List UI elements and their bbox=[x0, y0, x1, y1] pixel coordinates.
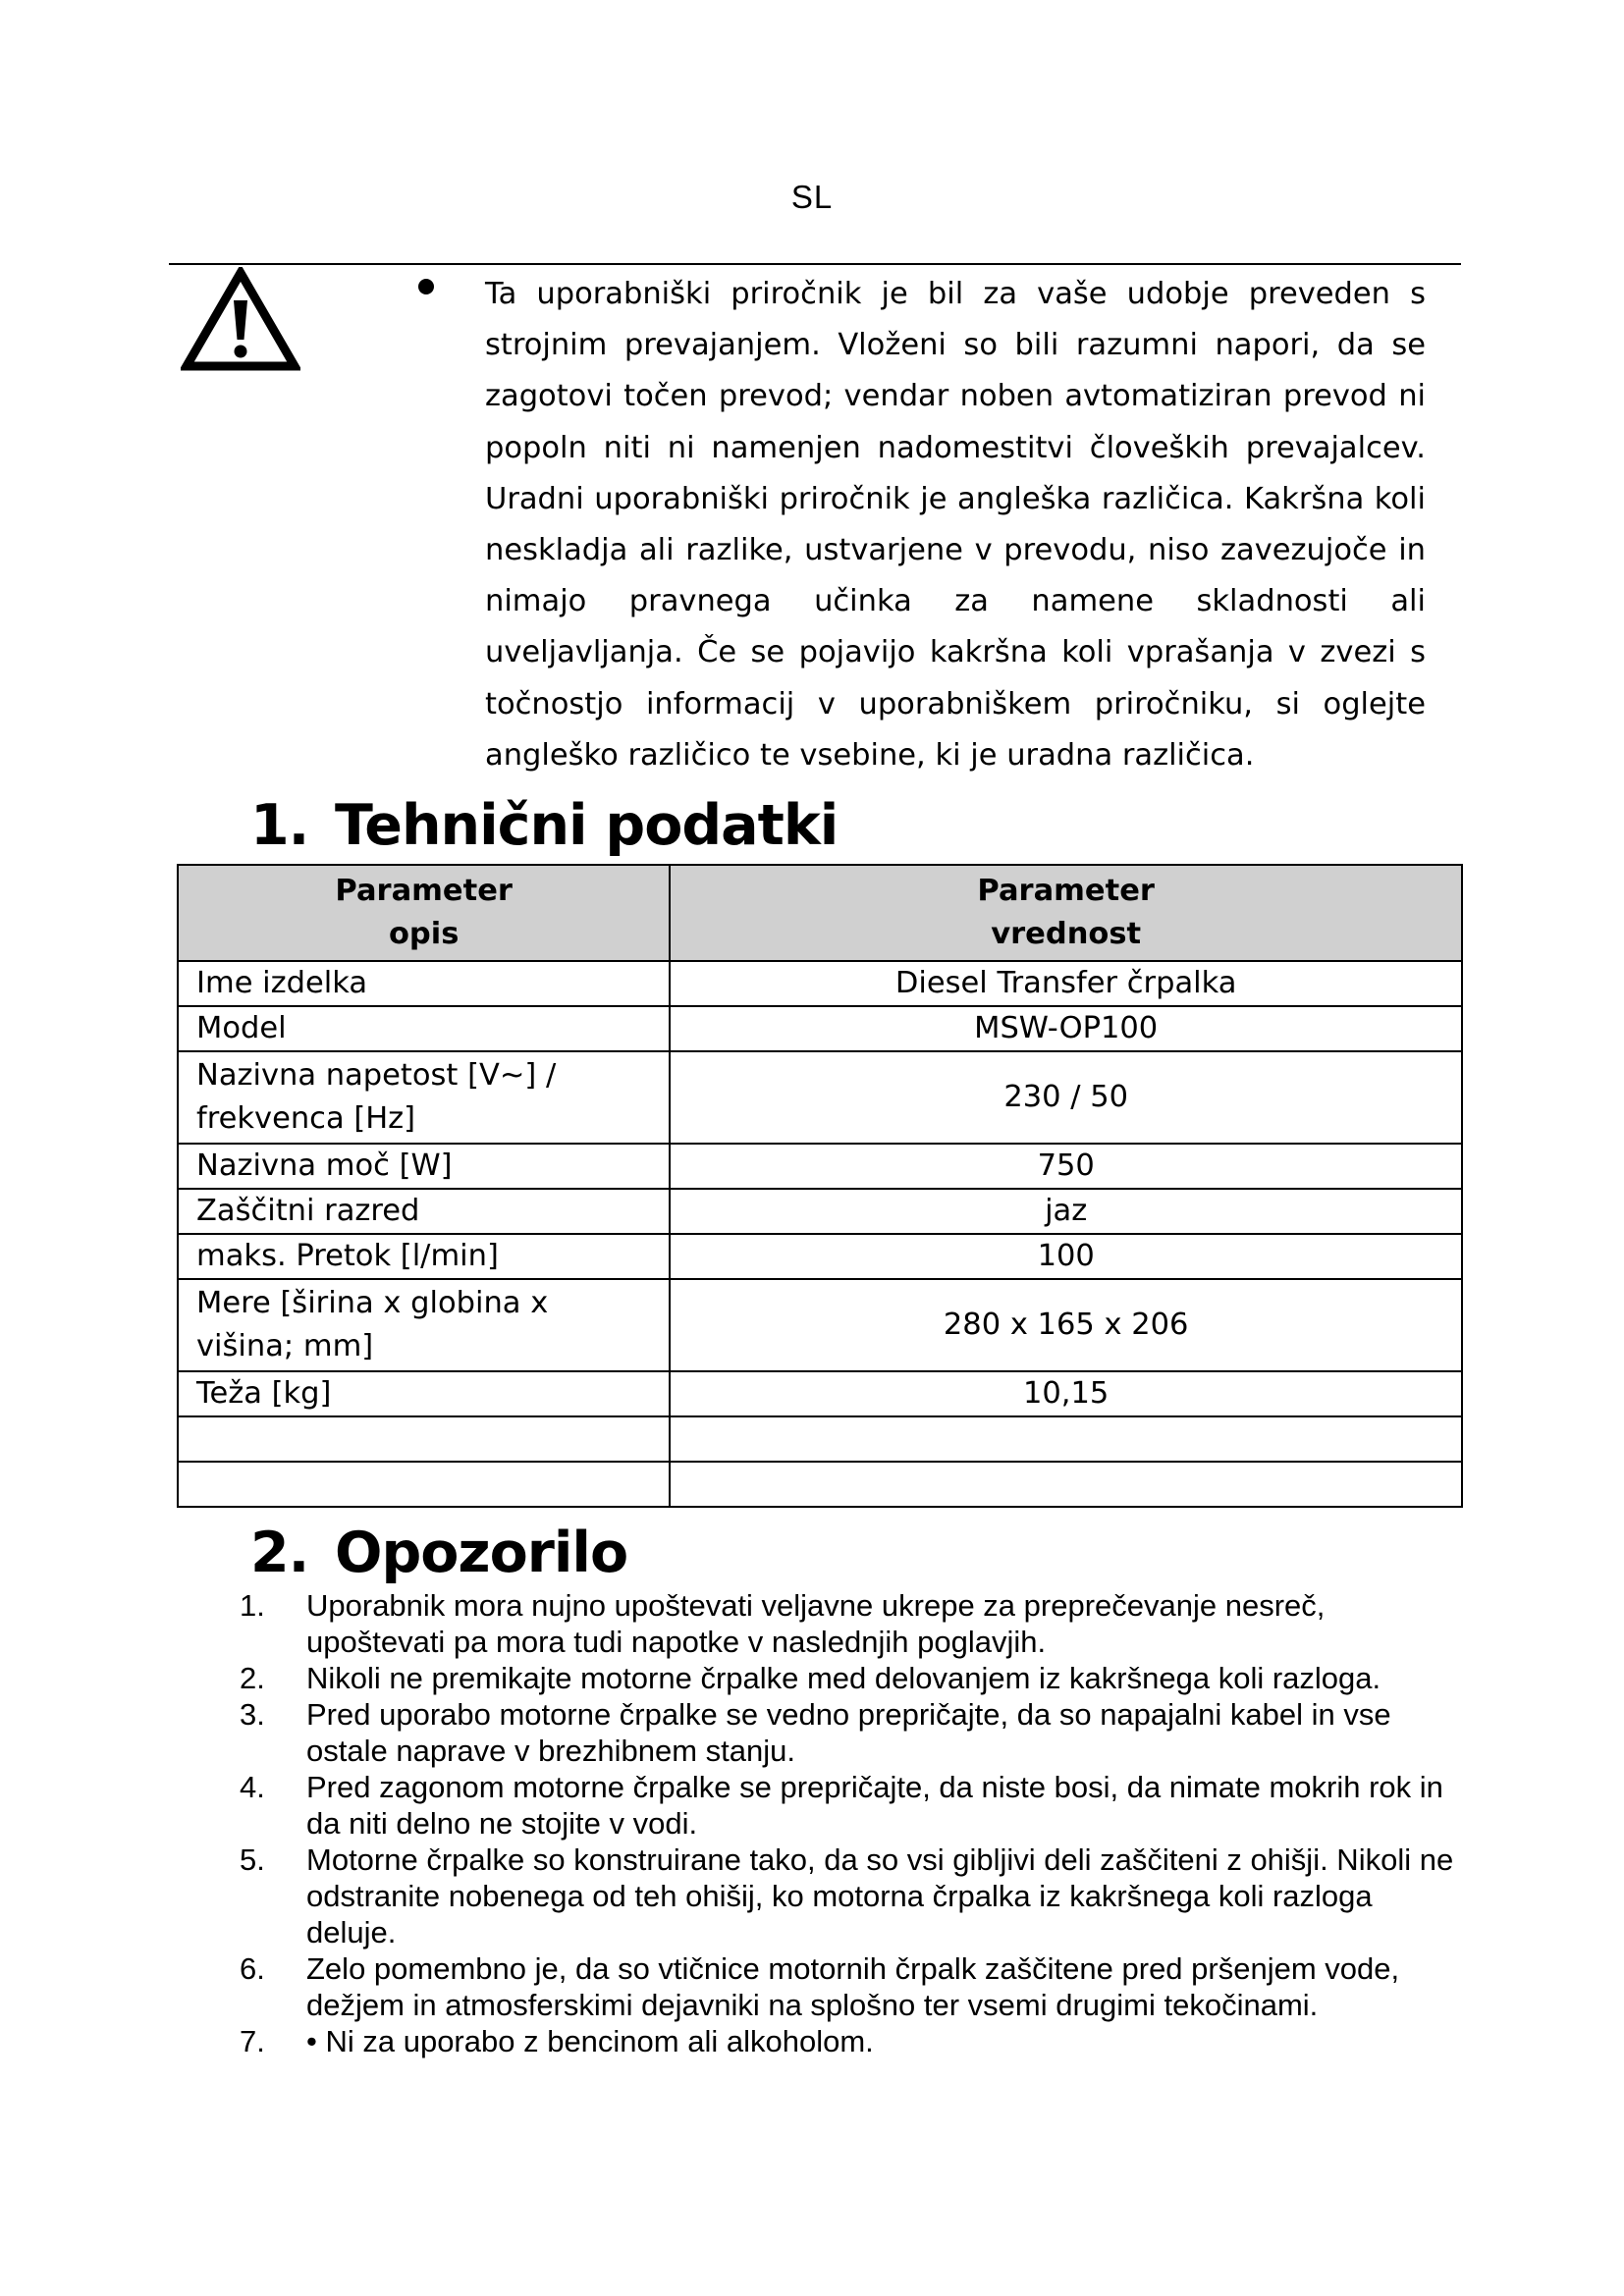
row-value: jaz bbox=[670, 1189, 1462, 1234]
list-item bbox=[228, 1950, 1455, 2023]
list-item bbox=[228, 1769, 1455, 1842]
item-text: Zelo pomembno je, da so vtičnice motornih črpalk zaščitene pred pršenjem vode, dežjem in atmosferskimi dejavniki na splošno ter vsemi drugimi tekočinami. bbox=[306, 1951, 1400, 2022]
language-code: SL bbox=[790, 179, 834, 215]
table-row bbox=[178, 1144, 1462, 1189]
header-divider bbox=[169, 263, 1461, 265]
table-header-row bbox=[178, 865, 1462, 961]
row-value: 100 bbox=[670, 1234, 1462, 1279]
section-number: 1. bbox=[250, 793, 309, 858]
table-row bbox=[178, 1006, 1462, 1051]
row-value: 750 bbox=[670, 1144, 1462, 1189]
header-line: Parameter bbox=[977, 874, 1155, 908]
table-row-empty bbox=[178, 1462, 1462, 1507]
list-item bbox=[228, 1660, 1455, 1696]
row-label: Model bbox=[178, 1006, 670, 1051]
list-item bbox=[228, 1587, 1455, 1660]
section-title: Opozorilo bbox=[335, 1521, 628, 1585]
header-line: opis bbox=[388, 917, 460, 951]
item-text: Pred zagonom motorne črpalke se prepričajte, da niste bosi, da nimate mokrih rok in da niti delno ne stojite v vodi. bbox=[306, 1770, 1443, 1841]
column-header-value bbox=[670, 865, 1462, 961]
row-label: Zaščitni razred bbox=[178, 1189, 670, 1234]
table-row bbox=[178, 1051, 1462, 1144]
table-row bbox=[178, 1279, 1462, 1371]
table-row-empty bbox=[178, 1416, 1462, 1462]
notice-bullet bbox=[418, 279, 434, 294]
row-label: Nazivna moč [W] bbox=[178, 1144, 670, 1189]
item-text: • Ni za uporabo z bencinom ali alkoholom. bbox=[306, 2024, 874, 2058]
row-label: Nazivna napetost [V~] / frekvenca [Hz] bbox=[178, 1051, 670, 1144]
header-line: Parameter bbox=[335, 874, 513, 908]
row-value: 10,15 bbox=[670, 1371, 1462, 1416]
item-number: 2. bbox=[240, 1661, 265, 1695]
row-value: 280 x 165 x 206 bbox=[670, 1279, 1462, 1371]
item-number: 1. bbox=[240, 1588, 265, 1623]
item-number: 6. bbox=[240, 1951, 265, 1986]
empty-cell bbox=[178, 1462, 670, 1507]
specifications-table bbox=[177, 864, 1463, 1508]
table-row bbox=[178, 1234, 1462, 1279]
list-item bbox=[228, 2023, 1455, 2059]
empty-cell bbox=[670, 1462, 1462, 1507]
section-heading-warning bbox=[250, 1519, 627, 1587]
item-text: Uporabnik mora nujno upoštevati veljavne ukrepe za preprečevanje nesreč, upoštevati pa mora tudi napotke v naslednjih poglavjih. bbox=[306, 1588, 1326, 1659]
row-label: Teža [kg] bbox=[178, 1371, 670, 1416]
list-item bbox=[228, 1696, 1455, 1769]
translation-notice: Ta uporabniški priročnik je bil za vaše udobje preveden s strojnim prevajanjem. Vloženi so bili razumni napori, da se zagotovi točen prevod; vendar noben avtomatiziran prevod ni popoln niti ni namenjen nadomestitvi človeških prevajalcev. Uradni uporabniški priročnik je angleška različica. Kakršna koli neskladja ali razlike, ustvarjene v prevodu, niso zavezujoče in nimajo pravnega učinka za namene skladnosti ali uveljavljanja. Če se pojavijo kakršna koli vprašanja v zvezi s točnostjo informacij v uporabniškem priročniku, si oglejte angleško različico te vsebine, ki je uradna različica. bbox=[485, 277, 1426, 773]
empty-cell bbox=[670, 1416, 1462, 1462]
empty-cell bbox=[178, 1416, 670, 1462]
item-number: 5. bbox=[240, 1842, 265, 1877]
item-number: 4. bbox=[240, 1770, 265, 1804]
row-label: maks. Pretok [l/min] bbox=[178, 1234, 670, 1279]
section-heading-specs bbox=[250, 791, 838, 860]
row-value: 230 / 50 bbox=[670, 1051, 1462, 1144]
item-number: 3. bbox=[240, 1697, 265, 1732]
section-title: Tehnični podatki bbox=[335, 793, 839, 858]
row-value: MSW-OP100 bbox=[670, 1006, 1462, 1051]
column-header-description bbox=[178, 865, 670, 961]
row-label: Mere [širina x globina x višina; mm] bbox=[178, 1279, 670, 1371]
list-item bbox=[228, 1842, 1455, 1950]
row-label: Ime izdelka bbox=[178, 961, 670, 1006]
item-text: Pred uporabo motorne črpalke se vedno prepričajte, da so napajalni kabel in vse ostale naprave v brezhibnem stanju. bbox=[306, 1697, 1391, 1768]
table-row bbox=[178, 1371, 1462, 1416]
section-number: 2. bbox=[250, 1521, 309, 1585]
header-line: vrednost bbox=[991, 917, 1142, 951]
item-text: Motorne črpalke so konstruirane tako, da so vsi gibljivi deli zaščiteni z ohišji. Nikoli ne odstranite nobenega od teh ohišij, ko motorna črpalka iz kakršnega koli razloga deluje. bbox=[306, 1842, 1454, 1949]
row-value: Diesel Transfer črpalka bbox=[670, 961, 1462, 1006]
warning-list bbox=[228, 1587, 1455, 2059]
table-row bbox=[178, 1189, 1462, 1234]
item-number: 7. bbox=[240, 2024, 265, 2058]
warning-triangle-icon bbox=[181, 267, 300, 373]
table-row bbox=[178, 961, 1462, 1006]
item-text: Nikoli ne premikajte motorne črpalke med delovanjem iz kakršnega koli razloga. bbox=[306, 1661, 1381, 1695]
